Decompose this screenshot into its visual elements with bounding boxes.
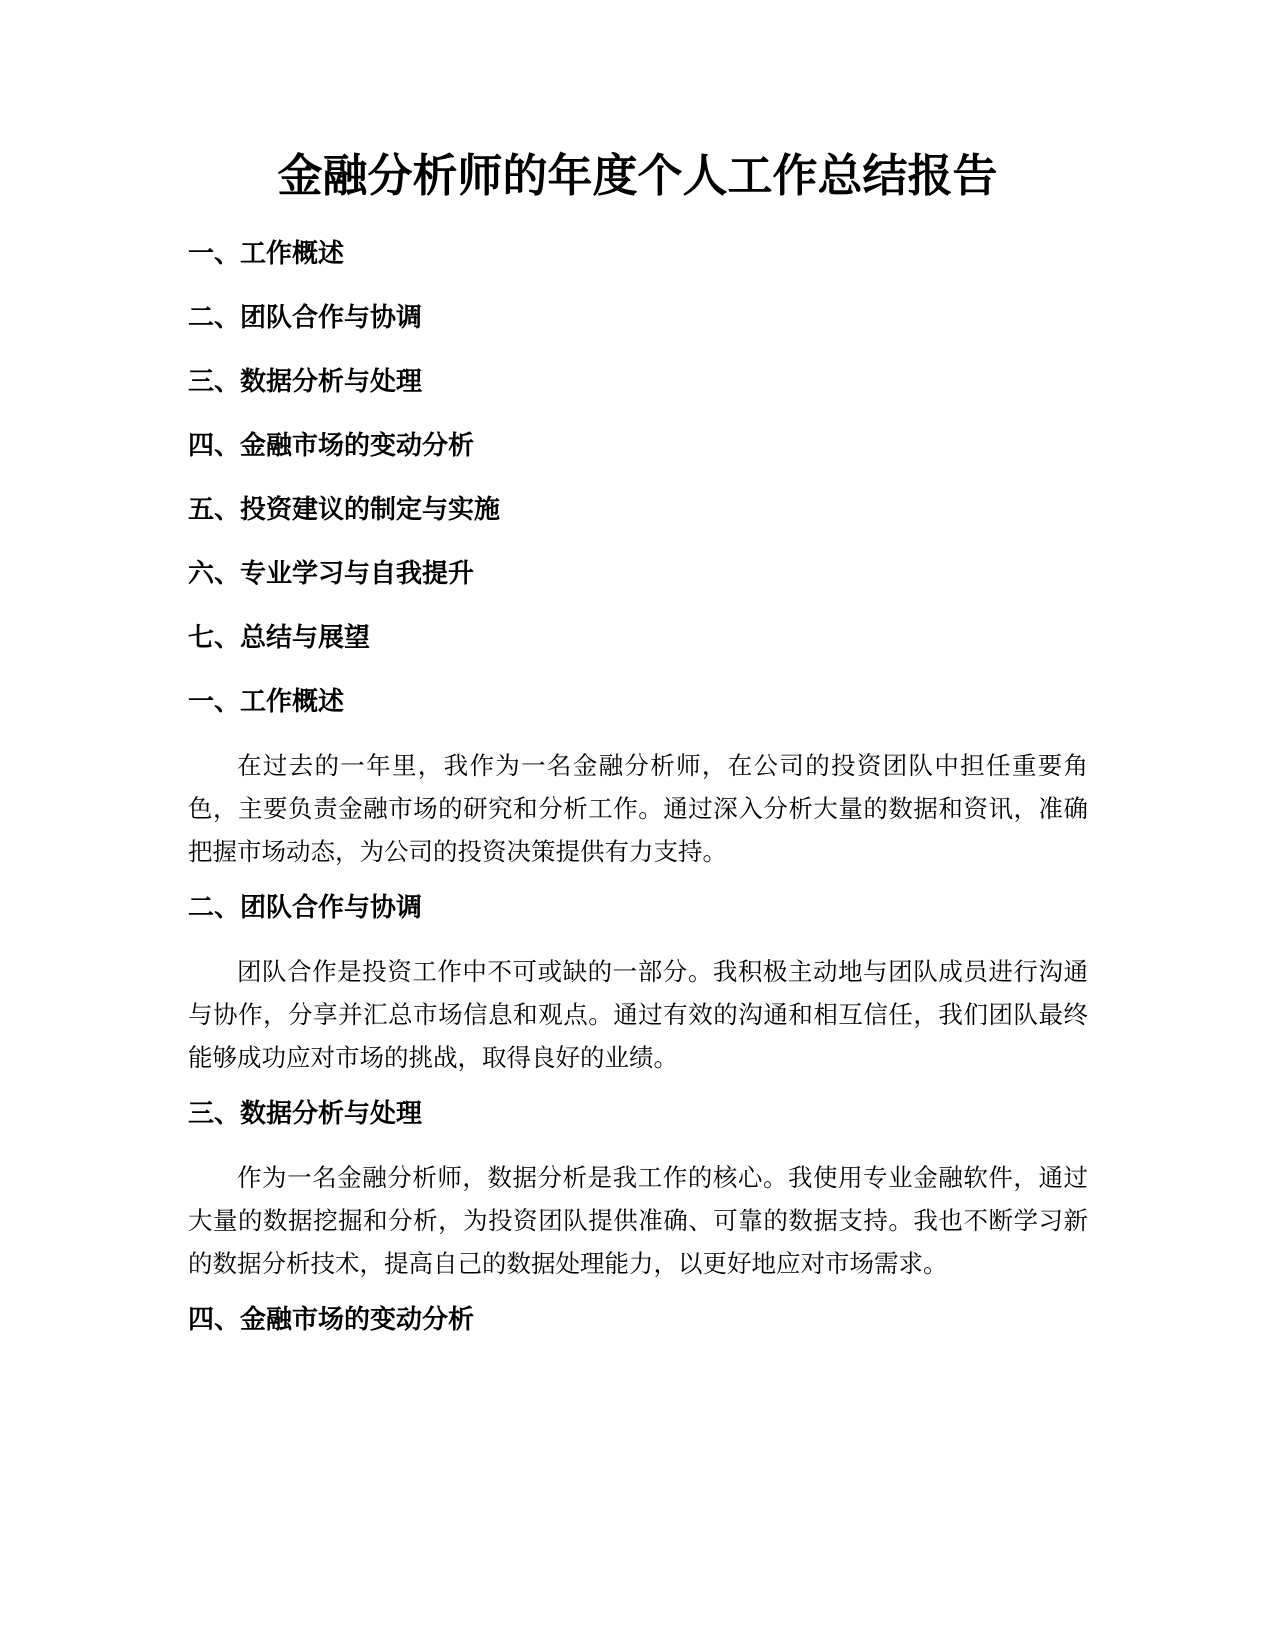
- section-body: 作为一名金融分析师，数据分析是我工作的核心。我使用专业金融软件，通过大量的数据挖掘和分析，为投资团队提供准确、可靠的数据支持。我也不断学习新的数据分析技术，提高自己的数据处理能力，以更好地应对市场需求。: [188, 1163, 1088, 1278]
- section-heading: 三、数据分析与处理: [188, 1099, 423, 1129]
- toc-item: 三、数据分析与处理: [188, 367, 423, 397]
- toc-item: 六、专业学习与自我提升: [188, 559, 475, 589]
- section-heading: 一、工作概述: [188, 687, 345, 717]
- section-body: 团队合作是投资工作中不可或缺的一部分。我积极主动地与团队成员进行沟通与协作，分享并汇总市场信息和观点。通过有效的沟通和相互信任，我们团队最终能够成功应对市场的挑战，取得良好的业绩。: [188, 957, 1088, 1072]
- toc-item: 一、工作概述: [188, 239, 345, 269]
- toc-item: 七、总结与展望: [188, 623, 371, 653]
- section-heading: 二、团队合作与协调: [188, 893, 423, 923]
- section-body: 在过去的一年里，我作为一名金融分析师，在公司的投资团队中担任重要角色，主要负责金融市场的研究和分析工作。通过深入分析大量的数据和资讯，准确把握市场动态，为公司的投资决策提供有力支持。: [188, 751, 1088, 866]
- toc-item: 五、投资建议的制定与实施: [188, 495, 501, 525]
- section-heading: 四、金融市场的变动分析: [188, 1305, 475, 1335]
- document-title: 金融分析师的年度个人工作总结报告: [277, 149, 998, 202]
- toc-item: 二、团队合作与协调: [188, 303, 423, 333]
- toc-item: 四、金融市场的变动分析: [188, 431, 475, 461]
